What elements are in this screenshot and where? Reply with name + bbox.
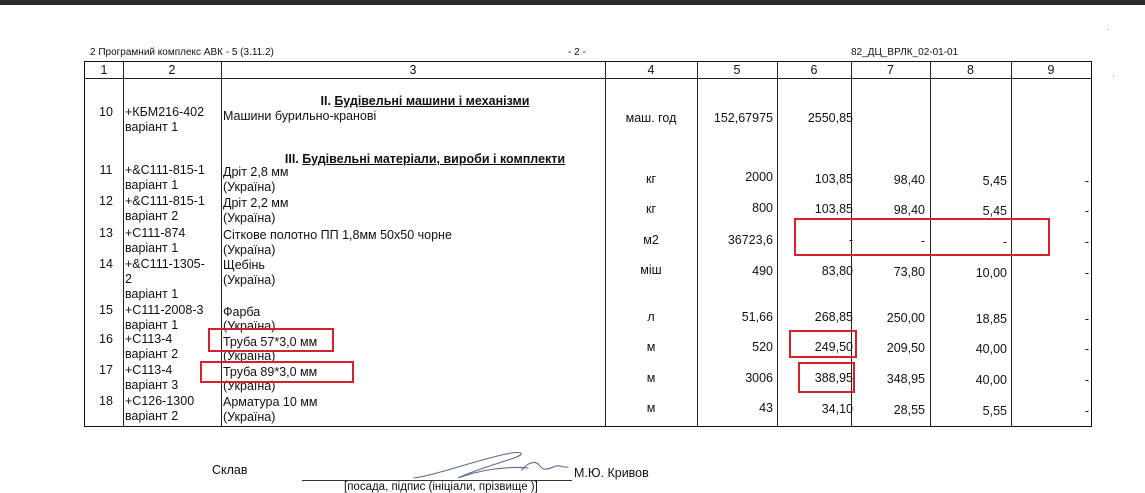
highlight-pipe-89-price [798,362,855,393]
row-13-unit: м2 [643,233,659,247]
row-18-code: +С126-1300 [125,394,195,408]
row-15-origin: (Україна) [223,319,276,333]
row-12-col6: 103,85 [814,202,853,216]
row-17-col8: 40,00 [975,373,1007,387]
row-16-unit: м [646,340,656,354]
page-header-code: 82_ДЦ_ВРЛК_02-01-01 [851,47,959,58]
row-17-col6: 388,95 [814,371,853,385]
row-10-variant: варіант 1 [125,120,179,134]
row-14-unit: міш [640,263,662,277]
row-16-code: +С113-4 [125,332,173,346]
row-14-name: Щебінь [223,258,265,272]
row-15-variant: варіант 1 [125,318,179,332]
highlight-row-13-prices [794,218,1050,256]
row-12-code: +&С111-815-1 [125,194,205,208]
column-divider [777,62,778,426]
top-dark-band [0,0,1145,5]
row-11-name: Дріт 2,8 мм [223,165,289,179]
column-header-1: 1 [100,63,108,77]
row-14-quantity: 490 [752,264,773,278]
row-11-code: +&С111-815-1 [125,163,205,177]
row-14-variant: варіант 1 [125,287,179,301]
column-header-9: 9 [1047,63,1055,77]
row-17-col7: 348,95 [886,372,925,386]
row-14-col8: 10,00 [975,266,1007,280]
row-13-col8: - [1002,235,1007,249]
column-header-6: 6 [810,63,818,77]
row-12-col8: 5,45 [982,204,1007,218]
row-15-col9: - [1084,312,1089,326]
footer-signer-name: М.Ю. Кривов [574,466,649,480]
row-18-col8: 5,55 [982,404,1007,418]
highlight-pipe-89-name [200,361,354,383]
row-12-number: 12 [99,194,113,208]
row-11-quantity: 2000 [745,170,773,184]
page-header-number: - 2 - [568,47,586,58]
row-16-col9: - [1084,342,1089,356]
row-10-name: Машини бурильно-кранові [223,109,377,123]
row-17-number: 17 [99,363,113,377]
row-18-col7: 28,55 [893,403,925,417]
row-12-quantity: 800 [752,201,773,215]
row-11-variant: варіант 1 [125,178,179,192]
scan-speck: · [1112,70,1115,80]
row-13-origin: (Україна) [223,243,276,257]
row-15-code: +С111-2008-3 [125,303,204,317]
row-16-col7: 209,50 [886,341,925,355]
page-header-software: 2 Програмний комплекс АВК - 5 (3.11.2) [90,47,274,58]
row-18-quantity: 43 [759,401,773,415]
section-heading-machines: II. Будівельні машини і механізми [320,94,530,108]
row-17-origin: (Україна) [223,379,276,393]
row-17-name: Труба 89*3,0 мм [223,365,318,379]
row-10-code: +КБМ216-402 [125,105,205,119]
row-15-unit: л [647,310,655,324]
row-18-name: Арматура 10 мм [223,395,318,409]
row-14-code-continued: 2 [125,272,132,286]
row-12-col9: - [1084,204,1089,218]
row-13-quantity: 36723,6 [727,233,773,247]
row-16-col6: 249,50 [814,340,853,354]
row-10-unit: маш. год [625,111,677,125]
row-18-number: 18 [99,394,113,408]
row-16-col8: 40,00 [975,342,1007,356]
highlight-pipe-57-name [208,328,334,352]
row-10-number: 10 [99,105,113,119]
row-13-number: 13 [99,226,113,240]
row-16-name: Труба 57*3,0 мм [223,335,318,349]
handwritten-signature [410,448,570,484]
row-13-name: Сіткове полотно ПП 1,8мм 50х50 чорне [223,228,452,242]
row-14-col6: 83,80 [821,264,853,278]
row-11-col9: - [1084,174,1089,188]
row-13-variant: варіант 1 [125,241,179,255]
row-17-unit: м [646,371,656,385]
row-11-unit: кг [645,172,657,186]
footer-compiled-label: Склав [212,463,248,477]
row-10-quantity: 152,67975 [713,111,773,125]
highlight-pipe-57-price [789,330,857,358]
column-header-4: 4 [647,63,655,77]
row-10-col6: 2550,85 [807,111,853,125]
row-15-number: 15 [99,303,113,317]
row-15-col6: 268,85 [814,310,853,324]
row-15-col8: 18,85 [975,312,1007,326]
row-13-col6: - [848,233,853,247]
row-16-variant: варіант 2 [125,347,179,361]
row-18-variant: варіант 2 [125,409,179,423]
row-11-origin: (Україна) [223,180,276,194]
row-16-quantity: 520 [752,340,773,354]
row-17-col9: - [1084,373,1089,387]
row-12-name: Дріт 2,2 мм [223,196,289,210]
row-11-col8: 5,45 [982,174,1007,188]
column-header-5: 5 [733,63,741,77]
row-14-code: +&С111-1305- [125,257,205,271]
row-13-col9: - [1084,235,1089,249]
row-12-origin: (Україна) [223,211,276,225]
row-11-col7: 98,40 [893,173,925,187]
row-16-origin: (Україна) [223,349,276,363]
row-18-unit: м [646,401,656,415]
row-11-col6: 103,85 [814,172,853,186]
row-18-origin: (Україна) [223,410,276,424]
row-15-name: Фарба [223,305,261,319]
row-18-col9: - [1084,404,1089,418]
row-12-unit: кг [645,202,657,216]
section-heading-materials: III. Будівельні матеріали, вироби і комплекти [284,152,566,166]
row-17-code: +С113-4 [125,363,173,377]
row-16-number: 16 [99,332,113,346]
row-13-col7: - [920,234,925,248]
row-11-number: 11 [99,163,113,177]
header-divider [85,78,1091,79]
column-header-8: 8 [967,63,974,77]
column-header-2: 2 [168,63,176,77]
column-header-7: 7 [887,63,894,77]
row-15-quantity: 51,66 [741,310,773,324]
row-12-col7: 98,40 [893,203,925,217]
row-13-code: +С111-874 [125,226,186,240]
row-14-number: 14 [99,257,113,271]
row-18-col6: 34,10 [821,402,853,416]
row-14-origin: (Україна) [223,273,276,287]
footer-signature-caption: [посада, підпис (ініціали, прізвище )] [344,481,538,493]
row-17-variant: варіант 3 [125,378,179,392]
scan-speck: · [1106,24,1109,34]
row-14-col7: 73,80 [893,265,925,279]
column-header-3: 3 [409,63,417,77]
row-14-col9: - [1084,266,1089,280]
column-divider [123,62,124,426]
row-12-variant: варіант 2 [125,209,179,223]
row-17-quantity: 3006 [745,371,773,385]
row-15-col7: 250,00 [886,311,925,325]
